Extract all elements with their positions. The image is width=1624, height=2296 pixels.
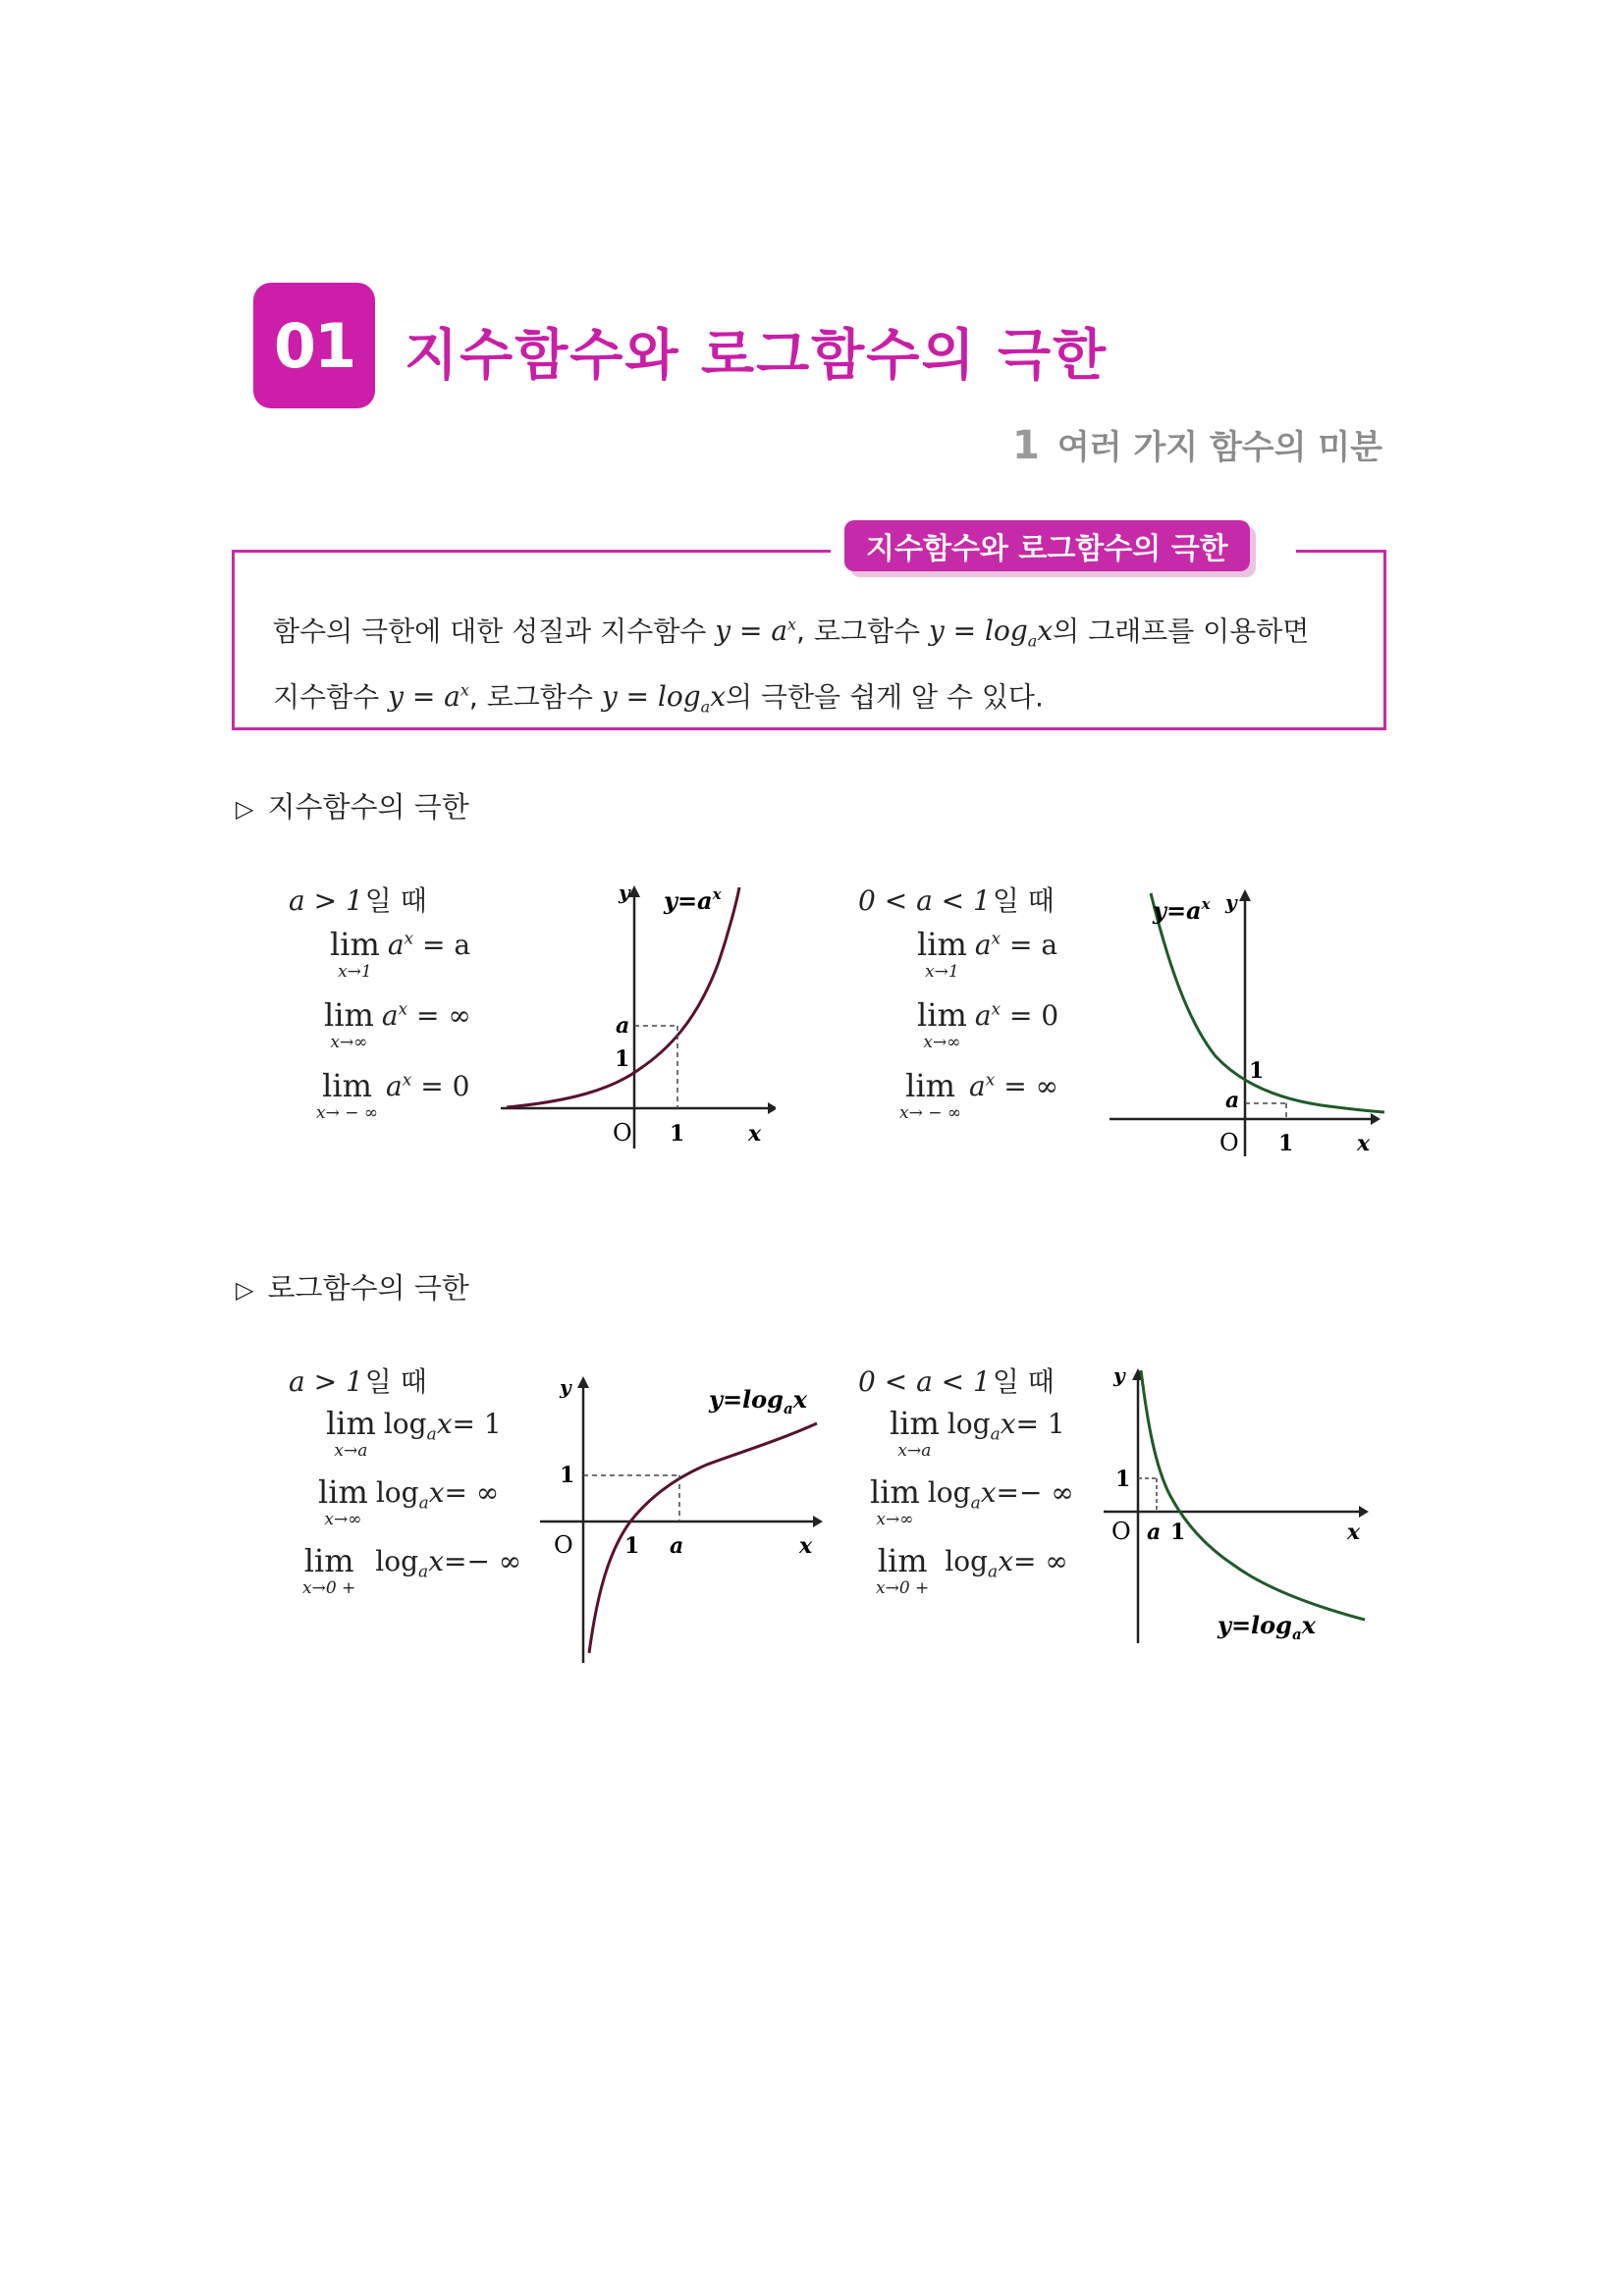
summary-line-1 [273, 601, 1353, 667]
exp-function-formula: $y = a^x$ [715, 614, 797, 648]
log-left-limit-1: lim x→a $\log_ax= 1$ [326, 1405, 502, 1461]
curve-label: $y=a^x$ [1153, 895, 1211, 925]
exp-graph-a-gt-1 [501, 874, 776, 1158]
triangle-bullet-icon: ▷ [236, 795, 254, 823]
summary-text-part: 지수함수 [273, 680, 389, 714]
y-one-label: 1 [1249, 1058, 1265, 1084]
origin-label: O [613, 1119, 632, 1147]
log-graph-a-lt-1 [1096, 1359, 1390, 1653]
exp-left-limit-1: lim x→1 $a^x = a$ [330, 926, 471, 982]
log-right-limit-1: lim x→a $\log_ax= 1$ [890, 1405, 1065, 1461]
y-axis-label: y [1225, 890, 1237, 914]
x-axis-label: x [1347, 1520, 1361, 1545]
a-label: a [616, 1013, 630, 1039]
log-graph-a-gt-1 [532, 1359, 827, 1669]
log-left-condition: a > 1일 때 [289, 1365, 427, 1398]
exp-right-limit-3: lim x→ − ∞ $a^x$ = ∞ [899, 1067, 1058, 1123]
y-axis-arrow-icon [628, 885, 640, 897]
exp-right-limit-1: lim x→1 $a^x = a$ [917, 926, 1058, 982]
triangle-bullet-icon: ▷ [236, 1276, 254, 1304]
summary-text [273, 601, 1353, 732]
summary-text-part: , 로그함수 [796, 614, 929, 648]
x-one-label: 1 [1278, 1131, 1294, 1156]
y-one-label: 1 [560, 1463, 575, 1488]
log-right-limit-2: lim x→∞ $\log_ax=-$ ∞ [870, 1473, 1074, 1529]
origin-label: O [1111, 1518, 1131, 1545]
y-axis-arrow-icon [577, 1376, 589, 1388]
x-one-label: 1 [624, 1533, 640, 1559]
unit-number: 1 [1012, 423, 1040, 468]
curve-label: $y=a^x$ [664, 885, 722, 915]
chapter-title: 지수함수와 로그함수의 극한 [405, 324, 1109, 388]
exp-curve [1151, 893, 1384, 1112]
log-section-heading [236, 1266, 469, 1307]
y-axis-label: y [619, 881, 630, 904]
summary-text-part: 함수의 극한에 대한 성질과 지수함수 [273, 614, 716, 648]
unit-title [1012, 420, 1382, 468]
x-one-label: 1 [670, 1121, 685, 1147]
x-axis-arrow-icon [1371, 1113, 1380, 1125]
exp-curve [507, 887, 739, 1107]
x-axis-arrow-icon [813, 1516, 823, 1527]
log-right-condition: 0 < a < 1일 때 [858, 1365, 1055, 1398]
x-axis-arrow-icon [1359, 1506, 1369, 1518]
log-function-formula: $y = \log_ax$ [928, 614, 1054, 651]
log-curve [589, 1423, 817, 1653]
x-one-label: 1 [1170, 1520, 1186, 1545]
exp-function-formula: $y = a^x$ [388, 680, 469, 714]
exp-right-limit-2: lim x→∞ $a^x = 0$ [917, 996, 1059, 1052]
a-label: a [1225, 1088, 1240, 1113]
summary-text-part: 의 그래프를 이용하면 [1053, 614, 1310, 648]
x-axis-label: x [1357, 1131, 1371, 1156]
summary-text-part: , 로그함수 [468, 680, 602, 714]
exp-left-limit-2: lim x→∞ $a^x$ = ∞ [324, 996, 471, 1052]
log-left-limit-2: lim x→∞ $\log_ax=$ ∞ [318, 1473, 500, 1529]
summary-line-2 [273, 667, 1353, 732]
log-function-formula: $y = \log_ax$ [601, 680, 726, 717]
exp-left-limit-3: lim x→ − ∞ $a^x = 0$ [316, 1067, 470, 1123]
exp-graph-a-lt-1 [1106, 880, 1390, 1164]
log-section-heading-text: 로그함수의 극한 [267, 1271, 469, 1305]
log-right-limit-3: lim x→0 + $\log_ax=$ ∞ [876, 1542, 1068, 1598]
x-axis-arrow-icon [768, 1102, 776, 1114]
y-axis-arrow-icon [1239, 889, 1251, 901]
curve-label: $y=\log_ax$ [709, 1385, 808, 1417]
a-label: a [1147, 1520, 1162, 1545]
x-axis-label: x [799, 1533, 813, 1559]
unit-title-text: 여러 가지 함수의 미분 [1056, 428, 1382, 467]
origin-label: O [1219, 1129, 1239, 1156]
exp-section-heading-text: 지수함수의 극한 [267, 790, 469, 824]
curve-label: $y=\log_ax$ [1218, 1611, 1317, 1643]
exp-left-condition: a > 1일 때 [289, 884, 427, 917]
chapter-number-badge: 01 [253, 283, 375, 408]
origin-label: O [554, 1531, 573, 1559]
x-axis-label: x [748, 1121, 762, 1147]
exp-section-heading [236, 785, 469, 826]
y-one-label: 1 [615, 1046, 630, 1072]
summary-text-part: 의 극한을 쉽게 알 수 있다. [725, 680, 1044, 714]
y-one-label: 1 [1115, 1467, 1131, 1492]
log-curve [1141, 1370, 1365, 1620]
summary-tag: 지수함수와 로그함수의 극한 [844, 520, 1250, 571]
y-axis-label: y [1113, 1363, 1125, 1387]
exp-right-condition: 0 < a < 1일 때 [858, 884, 1055, 917]
a-label: a [670, 1533, 684, 1559]
log-left-limit-3: lim x→0 + $\log_ax=-$ ∞ [302, 1542, 522, 1598]
y-axis-label: y [560, 1375, 571, 1399]
